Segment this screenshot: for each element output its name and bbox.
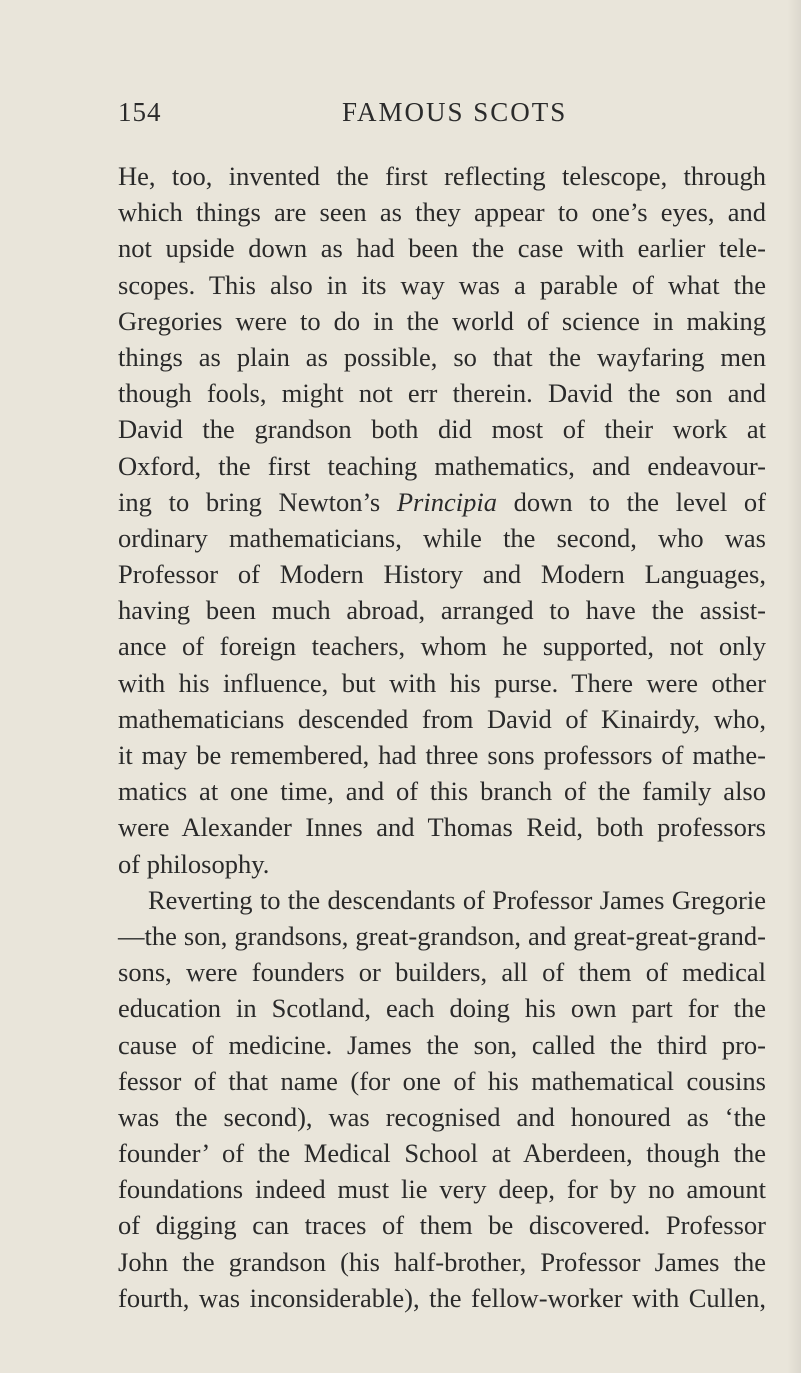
text-line: Oxford, the first teaching mathematics, and endeavour- [118, 450, 766, 481]
paragraph-1 [118, 158, 766, 882]
text-line: Reverting to the descendants of Professor James Gregorie [148, 884, 766, 915]
text-line: fessor of that name (for one of his mathematical cousins [118, 1065, 766, 1096]
page-edge-shadow [787, 0, 801, 1373]
text-line: with his influence, but with his purse. There were other [118, 667, 766, 698]
text-line: He, too, invented the first reflecting telescope, through [118, 161, 766, 191]
text-line: Professor of Modern History and Modern Languages, [118, 559, 766, 590]
text-line: which things are seen as they appear to one’s eyes, and [118, 197, 766, 228]
page-number: 154 [118, 97, 162, 127]
text-line: sons, were founders or builders, all of them of medical [118, 957, 766, 988]
text-line: was the second), was recognised and honoured as ‘the [118, 1101, 766, 1132]
body-text [118, 158, 766, 1316]
text-line: it may be remembered, had three sons professors of mathe- [118, 740, 766, 770]
text-line: mathematicians descended from David of Kinairdy, who, [118, 703, 766, 734]
text-line: ordinary mathematicians, while the second, who was [118, 522, 766, 553]
text-line: ing to bring Newton’s Principia down to the level of [118, 486, 766, 517]
text-line: things as plain as possible, so that the wayfaring men [118, 341, 766, 372]
text-line: of philosophy. [118, 848, 270, 879]
text-line: ance of foreign teachers, whom he supported, not only [118, 631, 766, 662]
text-line: cause of medicine. James the son, called the third pro- [118, 1029, 766, 1060]
italic-title: Principia [396, 486, 497, 517]
text-line: John the grandson (his half-brother, Professor James the [118, 1246, 766, 1277]
text-line: Gregories were to do in the world of science in making [118, 305, 766, 336]
text-line: having been much abroad, arranged to have the assist- [118, 595, 766, 626]
text-line: not upside down as had been the case with earlier tele- [118, 233, 766, 264]
text-line: of digging can traces of them be discovered. Professor [118, 1210, 766, 1241]
text-line: founder’ of the Medical School at Aberdeen, though the [118, 1138, 766, 1169]
text-line: foundations indeed must lie very deep, for by no amount [118, 1174, 766, 1205]
text-line: scopes. This also in its way was a parable of what the [118, 269, 766, 300]
text-line: education in Scotland, each doing his own part for the [118, 993, 766, 1024]
paragraph-2 [118, 882, 766, 1316]
text-line: though fools, might not err therein. David the son and [118, 378, 766, 409]
page-header [118, 97, 741, 133]
text-line: David the grandson both did most of their work at [118, 414, 766, 445]
text-line: —the son, grandsons, great-grandson, and great-great-grand- [118, 920, 766, 951]
text-line: were Alexander Innes and Thomas Reid, both professors [118, 812, 766, 843]
running-head: FAMOUS SCOTS [342, 97, 568, 127]
text-line: fourth, was inconsiderable), the fellow-worker with Cullen, [118, 1282, 766, 1313]
text-line: matics at one time, and of this branch of the family also [118, 776, 766, 807]
